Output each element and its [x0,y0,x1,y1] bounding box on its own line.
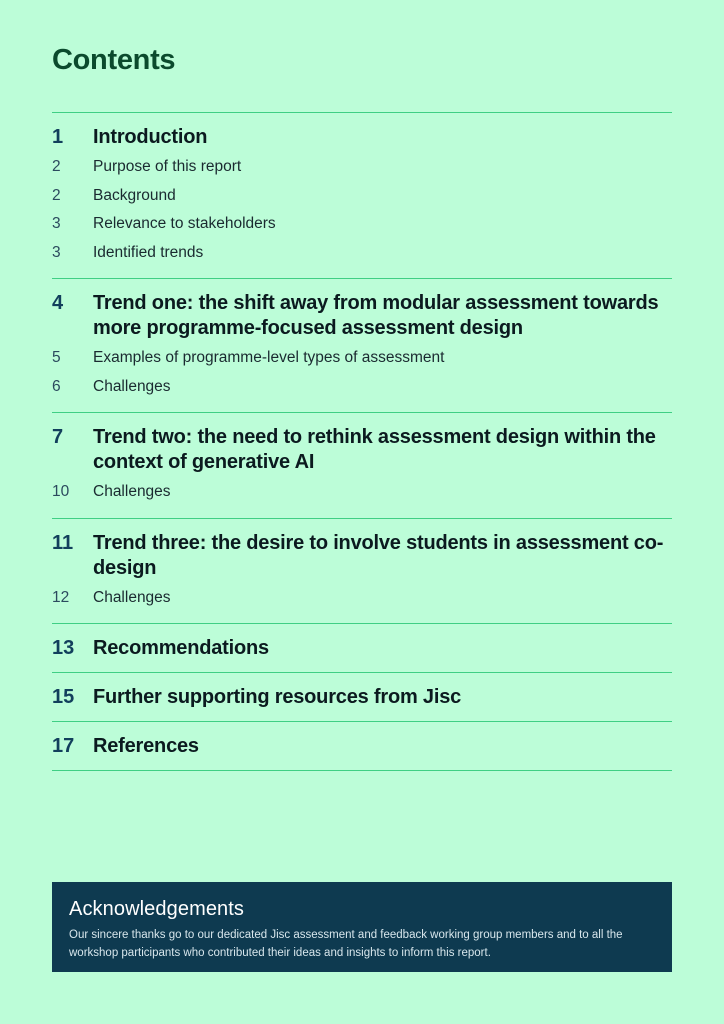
toc-entry[interactable] [52,291,672,341]
toc-section-trend-three [52,519,672,625]
toc-page-number: 11 [52,531,74,554]
toc-page-number: 15 [52,686,75,708]
toc-page-number: 12 [52,588,70,606]
toc-subentry[interactable] [52,478,672,507]
toc-entry[interactable] [52,636,672,661]
toc-page-number: 17 [52,735,75,757]
acknowledgements-text: Our sincere thanks go to our dedicated Jisc assessment and feedback working group members and to all the workshop participants who contributed their ideas and insights to inform this report. [69,929,623,959]
toc-page-number: 5 [52,349,61,367]
toc-subentries [52,344,672,401]
toc-page-number: 6 [52,377,61,395]
toc-subentry[interactable] [52,239,672,268]
toc-page-number: 3 [52,243,61,261]
toc-section-trend-one [52,279,672,413]
toc-entry-title: Trend one: the shift away from modular assessment towards more programme-focused assessment design [93,292,659,339]
toc-subentries [52,584,672,613]
toc-entry-title: Introduction [93,126,208,148]
toc-page-number: 4 [52,292,64,314]
toc-section-references [52,722,672,771]
acknowledgements-box [52,882,672,972]
toc-page-number: 13 [52,637,75,659]
toc-page-number: 3 [52,215,61,233]
toc-subentry-title: Examples of programme-level types of assessment [93,349,445,367]
toc-entry-title: Trend three: the desire to involve students in assessment co-design [93,531,664,579]
toc-subentry-title: Identified trends [93,243,204,261]
toc-subentry[interactable] [52,182,672,211]
toc-entry[interactable] [52,531,672,581]
toc-subentry-title: Relevance to stakeholders [93,215,276,233]
toc-section-recommendations [52,624,672,673]
toc-subentry[interactable] [52,373,672,402]
toc-subentry[interactable] [52,344,672,373]
toc-entry-title: Further supporting resources from Jisc [93,686,462,708]
toc-subentry-title: Challenges [93,483,171,501]
toc-subentry-title: Challenges [93,588,171,606]
toc-subentry-title: Background [93,186,176,204]
toc-subentry[interactable] [52,584,672,613]
toc-page-number: 2 [52,158,61,176]
toc-page-number: 1 [52,126,64,148]
toc-subentry[interactable] [52,210,672,239]
toc-page-number: 10 [52,483,70,501]
toc-section-trend-two [52,413,672,519]
table-of-contents [52,112,672,771]
toc-entry[interactable] [52,734,672,759]
toc-entry[interactable] [52,425,672,475]
toc-entry-title: Recommendations [93,637,269,659]
acknowledgements-title: Acknowledgements [69,898,245,920]
toc-subentries [52,153,672,267]
toc-entry-title: Trend two: the need to rethink assessment design within the context of generative AI [93,426,656,473]
toc-section-further-resources [52,673,672,722]
page-title: Contents [52,44,176,76]
toc-section-introduction [52,113,672,279]
toc-subentry-title: Challenges [93,377,171,395]
toc-page-number: 2 [52,186,61,204]
toc-subentry-title: Purpose of this report [93,158,242,176]
toc-entry[interactable] [52,125,672,150]
toc-subentry[interactable] [52,153,672,182]
toc-subentries [52,478,672,507]
toc-entry[interactable] [52,685,672,710]
toc-entry-title: References [93,735,199,757]
toc-page-number: 7 [52,426,64,448]
